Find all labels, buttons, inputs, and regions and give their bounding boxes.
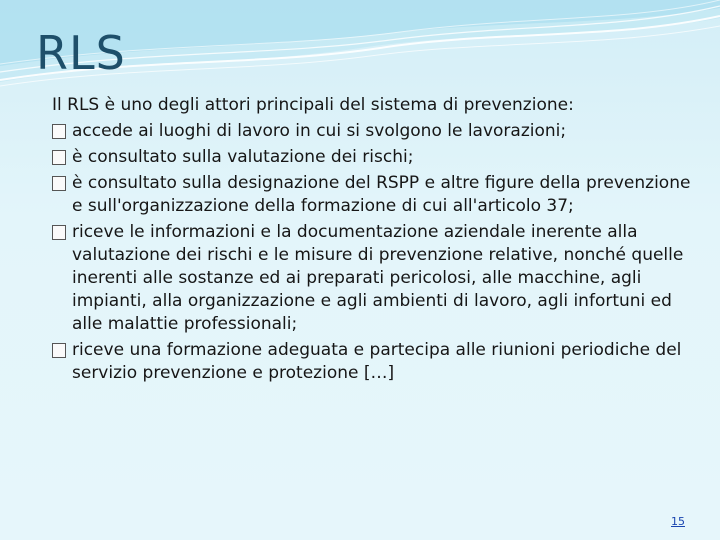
box-bullet-icon	[52, 124, 66, 139]
slide-title: RLS	[36, 26, 126, 80]
list-item-text: riceve una formazione adeguata e partecipa alle riunioni periodiche del servizio prevenzione e protezione […]	[72, 340, 682, 383]
slide-content	[52, 94, 692, 388]
box-bullet-icon	[52, 225, 66, 240]
list-item-text: è consultato sulla designazione del RSPP e altre figure della prevenzione e sull'organizzazione della formazione di cui all'articolo 37;	[72, 173, 691, 216]
list-item-text: è consultato sulla valutazione dei rischi;	[72, 147, 414, 167]
list-item-text: riceve le informazioni e la documentazione aziendale inerente alla valutazione dei rischi e le misure di prevenzione relative, nonché quelle inerenti alle sostanze ed ai preparati pericolosi, alle macchine, agli impianti, alla organizzazione e agli ambienti di lavoro, agli infortuni ed alle malattie professionali;	[72, 222, 684, 334]
box-bullet-icon	[52, 150, 66, 165]
list-item	[52, 172, 692, 218]
intro-text: Il RLS è uno degli attori principali del sistema di prevenzione:	[52, 95, 574, 115]
box-bullet-icon	[52, 343, 66, 358]
list-item	[52, 146, 692, 169]
bullet-list	[52, 120, 692, 385]
list-item	[52, 221, 692, 336]
list-item	[52, 120, 692, 143]
page-number[interactable]: 15	[671, 515, 685, 528]
list-item-text: accede ai luoghi di lavoro in cui si svolgono le lavorazioni;	[72, 121, 567, 141]
box-bullet-icon	[52, 176, 66, 191]
list-item	[52, 339, 692, 385]
